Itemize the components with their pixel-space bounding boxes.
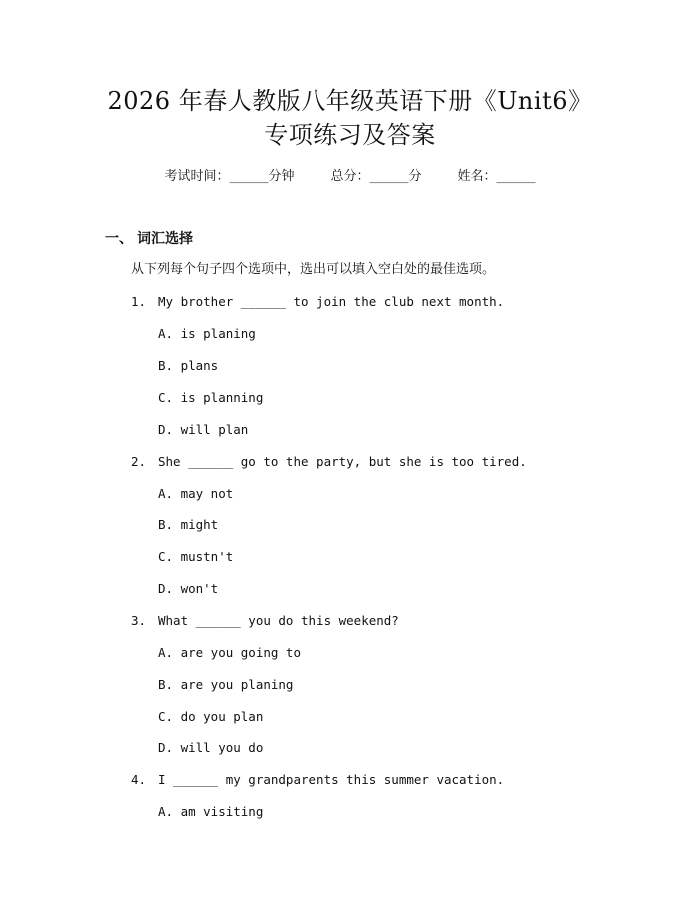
question-1 (131, 293, 504, 311)
option-2c: C. mustn't (158, 549, 234, 564)
question-text: I ______ my grandparents this summer vacation. (158, 772, 505, 787)
option-2a: A. may not (158, 486, 234, 501)
option-3d: D. will you do (158, 740, 264, 755)
document-title-line2: 专项练习及答案 (264, 121, 436, 149)
question-text: My brother ______ to join the club next month. (158, 294, 505, 309)
question-number: 4. (131, 772, 147, 787)
option-3a: A. are you going to (158, 645, 301, 660)
question-number: 2. (131, 454, 147, 469)
option-1b: B. plans (158, 358, 219, 373)
document-title-line1: 2026 年春人教版八年级英语下册《Unit6》 (107, 87, 593, 115)
section-instructions: 从下列每个句子四个选项中，选出可以填入空白处的最佳选项。 (131, 262, 496, 277)
exam-time-field: 考试时间：______分钟 (164, 169, 295, 184)
question-3 (131, 612, 399, 630)
question-text: What ______ you do this weekend? (158, 613, 399, 628)
question-2 (131, 453, 527, 471)
option-1c: C. is planning (158, 390, 264, 405)
option-2d: D. won't (158, 581, 219, 596)
section-heading (105, 230, 193, 248)
option-4a: A. am visiting (158, 804, 264, 819)
option-2b: B. might (158, 517, 219, 532)
section-title: 词汇选择 (137, 231, 193, 247)
option-1d: D. will plan (158, 422, 249, 437)
section-number: 一、 (105, 231, 133, 247)
option-3c: C. do you plan (158, 709, 264, 724)
question-text: She ______ go to the party, but she is too tired. (158, 454, 527, 469)
name-field: 姓名：______ (457, 169, 536, 184)
question-number: 1. (131, 294, 147, 309)
question-number: 3. (131, 613, 147, 628)
option-3b: B. are you planing (158, 677, 294, 692)
option-1a: A. is planing (158, 326, 256, 341)
question-4 (131, 771, 504, 789)
total-score-field: 总分：______分 (330, 169, 422, 184)
exam-info-row (0, 168, 700, 186)
